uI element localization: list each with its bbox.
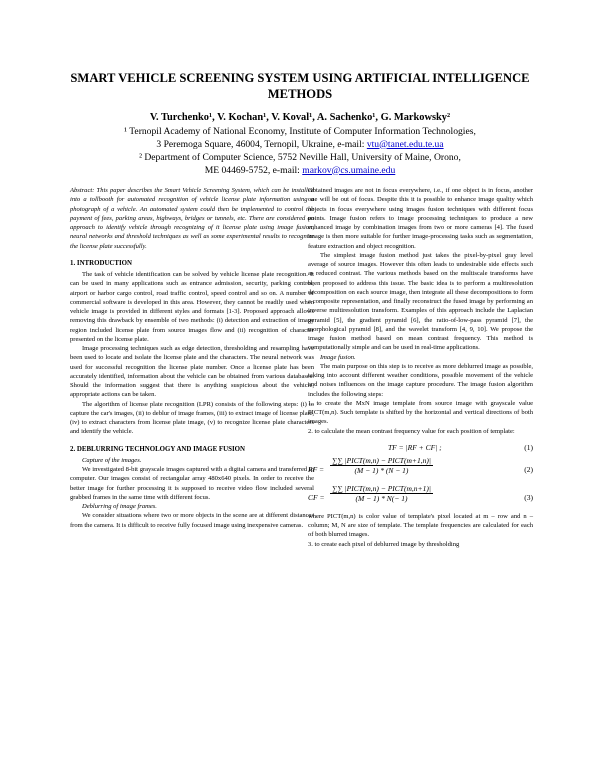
- affiliation-1-address: 3 Peremoga Square, 46004, Ternopil, Ukraine, e-mail:: [156, 138, 367, 150]
- section-1-paragraph-3: The algorithm of license plate recognition (LPR) consists of the following steps: (i) to capture the car's images, (ii) to deblur of image frames, (iii) to extract image of license plate, (iv) to extract characters from license plate image, (v) to recognize license plate characters and identify the vehicle.: [70, 400, 314, 436]
- section-2-paragraph-1: We investigated 8-bit grayscale images captured with a digital camera and transferred to computer. Our images consist of rectangular array 480x640 pixels. In order to receive the better image for further processing it is supposed to receive video flow included several grabbed frames in the same time with different focus.: [70, 466, 314, 501]
- section-1-paragraph-1: The task of vehicle identification can be solved by vehicle license plate recognition. It can be used in many applications such as entrance admission, security, parking control, airport or harbor cargo control, road traffic control, speed control and so on. A number of commercial software is developed in this area. However, they cannot be readily used when vehicle image is provided in different styles and formats [1-3]. Proposed approach allows removing this drawback by ensemble of two methods: (i) detection and extraction of image region included license plate from source images flow and (ii) recognition of character presented on the license plate.: [70, 271, 314, 343]
- equation-3-numerator: ∑∑ |PICT(m,n) − PICT(m,n+1)|: [332, 483, 431, 493]
- right-column: [308, 186, 533, 549]
- section-2-heading: 2. DEBLURRING TECHNOLOGY AND IMAGE FUSION: [70, 445, 245, 453]
- affiliation-2-address: ME 04469-5752, e-mail:: [204, 164, 303, 176]
- affiliation-1-line2: [60, 139, 540, 152]
- equation-2-fraction: [330, 456, 433, 476]
- equation-2-number: (2): [524, 464, 533, 474]
- equation-3-fraction: [330, 484, 433, 504]
- equation-1-number: (1): [524, 442, 533, 452]
- affiliation-2-line1: ² Department of Computer Science, 5752 Neville Hall, University of Maine, Orono,: [139, 152, 461, 163]
- right-paragraph-2: The simplest image fusion method just takes the pixel-by-pixel gray level average of source images. However this often leads to undesirable side effects such as reduced contrast. The various methods based on the multiscale transforms have been proposed to address this issue. The basic idea is to perform a multiresolution decomposition on each source image, then integrate all these decompositions to form a composite representation, and finally reconstruct the fused image by performing an inverse multiresolution transform. Examples of this approach include the Laplacian pyramid [5], the gradient pyramid [6], the ratio-of-low-pass pyramid [7], the morphological pyramid [8], and the wavelet transform [4, 9, 10]. We propose the image fusion method based on mean contrast frequency. This method is computationally simple and can be used in real-time applications.: [308, 251, 533, 352]
- right-paragraph-6: where PICT(m,n) is color value of template's pixel located at m – row and n – column; M, N are size of template. The template frequencies are calculated for each of both blurred images.: [308, 512, 533, 539]
- algorithm-step-1: 1. to create the MxN image template from source image with grayscale value PICT(m,n). Such template is shifted by the horizontal and vertical directions of both images.: [308, 399, 533, 426]
- section-2-paragraph-2: We consider situations where two or more objects in the scene are at different distances from the camera. It is difficult to receive fully focused image using inexpensive cameras.: [70, 512, 314, 529]
- paper-title: SMART VEHICLE SCREENING SYSTEM USING ARTIFICIAL INTELLIGENCE METHODS: [70, 71, 530, 101]
- algorithm-step-3: 3. to create each pixel of deblurred image by thresholding: [308, 540, 460, 548]
- equation-1-body: TF = |RF + CF| ;: [388, 442, 442, 452]
- equation-2-lhs: RF =: [308, 464, 325, 474]
- section-1-heading: 1. INTRODUCTION: [70, 259, 133, 267]
- equation-1: [308, 440, 533, 456]
- section-2-subheading-deblurring: Deblurring of image frames.: [82, 503, 157, 510]
- equation-2-numerator: ∑∑ |PICT(m,n) − PICT(m+1,n)|: [332, 455, 431, 465]
- equation-2-denominator: (M − 1) * (N − 1): [354, 466, 409, 475]
- equation-3-lhs: CF =: [308, 492, 325, 502]
- equation-3-number: (3): [524, 492, 533, 502]
- section-2-subheading-capture: Capture of the images.: [82, 456, 142, 464]
- right-paragraph-1: Obtained images are not in focus everywhere, i.e., if one object is in focus, another one will be out of focus. Despite this it is possible to enhance image quality which objects in focus everywhere using images fusion techniques with different focus points. Image fusion refers to image processing techniques to produce a new enhanced image by combination images from two or more cameras [4]. The fused image is then more suitable for further image-processing tasks such as segmentation, feature extraction and object recognition.: [308, 187, 533, 250]
- left-column: [70, 186, 314, 530]
- affiliation-2-line2: [60, 165, 540, 178]
- equation-2: [308, 456, 533, 484]
- affiliation-1: [60, 126, 540, 151]
- right-paragraph-3: The main purpose on this step is to receive as more deblurred image as possible, taking into account different weather conditions, possible movement of the vehicle and noises influences on the image capture procedure. The image fusion algorithm includes the following steps:: [308, 362, 533, 398]
- section-1-paragraph-2: Image processing techniques such as edge detection, thresholding and resampling have been used to locate and isolate the license plate and the characters. The neural network was used for successful recognition the license plate number. Once a license plate has been accurately identified, information about the vehicle can be obtained from various databases. Should the information suggest that there is anything suspicious about the vehicle, appropriate actions can be taken.: [70, 345, 314, 399]
- affiliation-1-line1: ¹ Ternopil Academy of National Economy, Institute of Computer Information Technologies,: [124, 126, 476, 137]
- equation-3: [308, 484, 533, 512]
- email-link-2[interactable]: markov@cs.umaine.edu: [302, 164, 396, 176]
- affiliation-2: [60, 152, 540, 177]
- image-fusion-subheading: Image fusion.: [320, 353, 356, 361]
- equation-3-denominator: (M − 1) * N(− 1): [355, 494, 408, 503]
- abstract: Abstract: This paper describes the Smart Vehicle Screening System, which can be installed into a tollbooth for automated recognition of vehicle license plate information using a photograph of a vehicle. An automated system could then be implemented to control the payment of fees, parking areas, highways, bridges or tunnels, etc. There are considered an approach to identify vehicle through recognizing of it license plate using image fusion, neural networks and threshold techniques as well as some experimental results to recognize the license plate successfully.: [70, 187, 314, 250]
- email-link-1[interactable]: vtu@tanet.edu.te.ua: [366, 138, 444, 150]
- author-list: V. Turchenko¹, V. Kochan¹, V. Koval¹, A. Sachenko¹, G. Markowsky²: [149, 112, 451, 123]
- algorithm-step-2: 2. to calculate the mean contrast frequency value for each position of template:: [308, 427, 515, 435]
